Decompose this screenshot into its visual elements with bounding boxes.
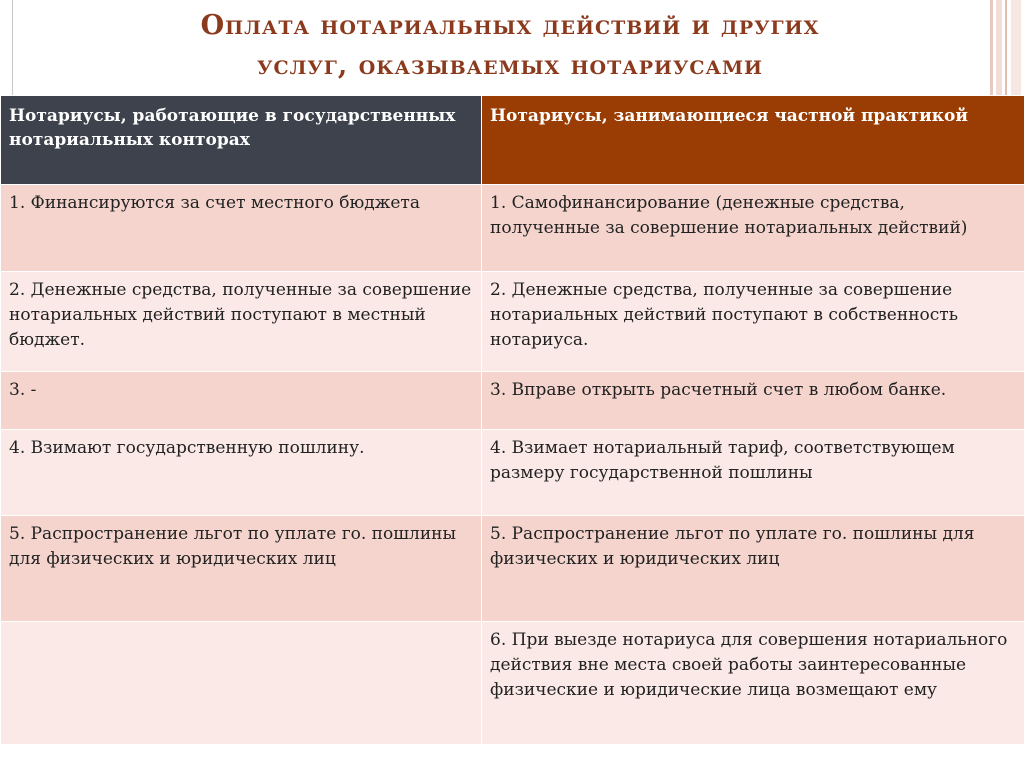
comparison-table <box>0 95 1024 745</box>
cell-state: 4. Взимают государственную пошлину. <box>1 430 482 516</box>
table-row <box>1 622 1024 745</box>
table-row <box>1 516 1024 622</box>
header-state-notaries: Нотариусы, работающие в государственных нотариальных конторах <box>1 96 482 185</box>
cell-private: 2. Денежные средства, полученные за совершение нотариальных действий поступают в собственность нотариуса. <box>482 272 1024 372</box>
cell-private: 6. При выезде нотариуса для совершения нотариального действия вне места своей работы заинтересованные физические и юридические лица возмещают ему <box>482 622 1024 745</box>
cell-private: 1. Самофинансирование (денежные средства, полученные за совершение нотариальных действий) <box>482 185 1024 272</box>
cell-state <box>1 622 482 745</box>
cell-state: 3. - <box>1 372 482 430</box>
cell-state: 2. Денежные средства, полученные за совершение нотариальных действий поступают в местный бюджет. <box>1 272 482 372</box>
right-stripes-decoration <box>988 0 1024 95</box>
table-row <box>1 372 1024 430</box>
cell-state: 1. Финансируются за счет местного бюджета <box>1 185 482 272</box>
slide-title <box>60 6 960 86</box>
slide-title-line-1: Оплата нотариальных действий и других <box>200 10 820 41</box>
table-row <box>1 272 1024 372</box>
cell-private: 4. Взимает нотариальный тариф, соответствующем размеру государственной пошлины <box>482 430 1024 516</box>
left-frame-decoration <box>0 0 13 96</box>
cell-private: 3. Вправе открыть расчетный счет в любом банке. <box>482 372 1024 430</box>
table-header-row <box>1 96 1024 185</box>
table-row <box>1 430 1024 516</box>
header-private-notaries: Нотариусы, занимающиеся частной практикой <box>482 96 1024 185</box>
cell-private: 5. Распространение льгот по уплате го. пошлины для физических и юридических лиц <box>482 516 1024 622</box>
slide-title-line-2: услуг, оказываемых нотариусами <box>257 50 763 81</box>
table-row <box>1 185 1024 272</box>
cell-state: 5. Распространение льгот по уплате го. пошлины для физических и юридических лиц <box>1 516 482 622</box>
